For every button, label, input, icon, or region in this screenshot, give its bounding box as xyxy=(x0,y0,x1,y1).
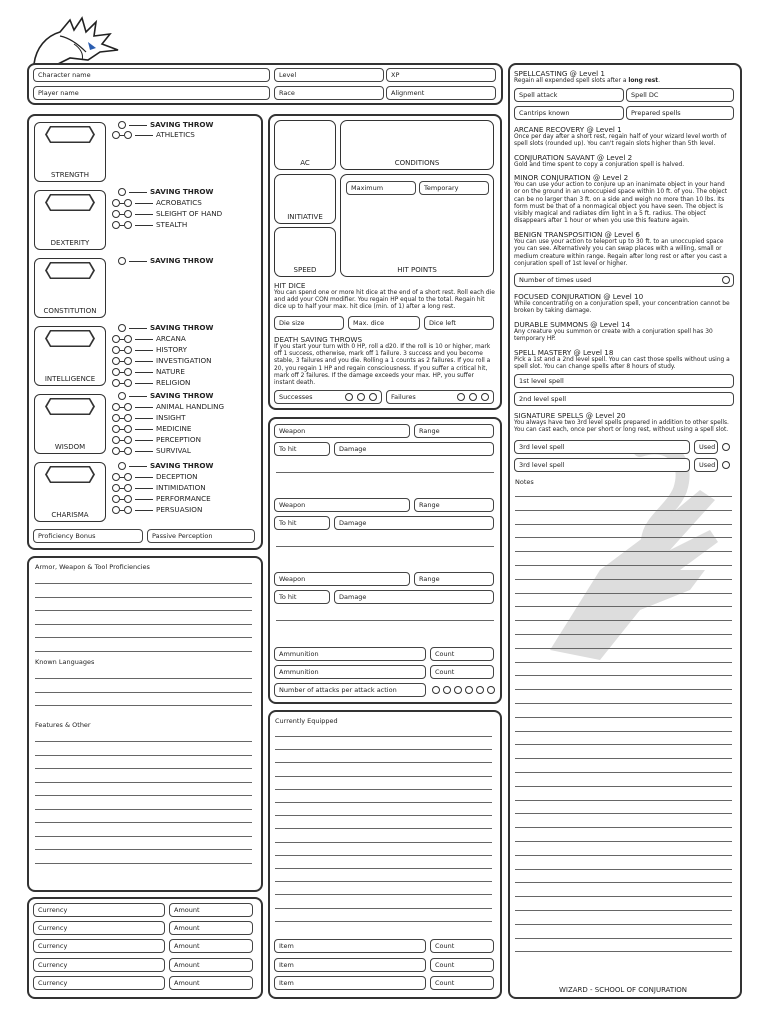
weapon-name-field[interactable]: Weapon xyxy=(274,424,410,438)
used-field-1[interactable]: Used xyxy=(694,440,718,454)
feature-line[interactable] xyxy=(35,795,252,796)
weapon-range-field[interactable]: Range xyxy=(414,572,494,586)
notes-line[interactable] xyxy=(515,938,732,939)
skill-performance[interactable]: PERFORMANCE xyxy=(112,494,211,504)
attack-check[interactable] xyxy=(454,686,462,694)
item-count-field[interactable]: Count xyxy=(430,939,494,953)
notes-line[interactable] xyxy=(515,744,732,745)
skill-survival[interactable]: SURVIVAL xyxy=(112,446,191,456)
notes-line[interactable] xyxy=(515,662,732,663)
constitution-score[interactable] xyxy=(34,258,106,318)
proficiency-line[interactable] xyxy=(35,624,252,625)
feature-line[interactable] xyxy=(35,741,252,742)
weapon-name-field[interactable]: Weapon xyxy=(274,572,410,586)
initiative-box[interactable] xyxy=(274,174,336,224)
equipment-line[interactable] xyxy=(275,736,492,737)
item-count-field[interactable]: Count xyxy=(430,958,494,972)
skill-persuasion[interactable]: PERSUASION xyxy=(112,505,202,515)
strength-label: STRENGTH xyxy=(51,171,89,179)
spell-dc-field[interactable]: Spell DC xyxy=(626,88,734,102)
item-field[interactable]: Item xyxy=(274,939,426,953)
feature-title-arcane-recovery: ARCANE RECOVERY @ Level 1 xyxy=(514,125,622,134)
die-size-field[interactable]: Die size xyxy=(274,316,344,330)
notes-line[interactable] xyxy=(515,882,732,883)
second-level-spell-field[interactable]: 2nd level spell xyxy=(514,392,734,406)
skill-sleight-of-hand[interactable]: SLEIGHT OF HAND xyxy=(112,209,222,219)
charisma-saving-throw[interactable]: SAVING THROW xyxy=(118,461,213,471)
spellcasting-text: Regain all expended spell slots after a long rest. xyxy=(514,78,660,84)
weapon-damage-field[interactable]: Damage xyxy=(334,442,494,456)
proficiency-line[interactable] xyxy=(35,637,252,638)
equipment-line[interactable] xyxy=(275,868,492,869)
feature-title-durable-summons: DURABLE SUMMONS @ Level 14 xyxy=(514,320,631,329)
weapon-to-hit-field[interactable]: To hit xyxy=(274,516,330,530)
equipment-line[interactable] xyxy=(275,921,492,922)
weapon-damage-field[interactable]: Damage xyxy=(334,516,494,530)
death-saves-title: DEATH SAVING THROWS xyxy=(274,335,363,344)
used-field-2[interactable]: Used xyxy=(694,458,718,472)
notes-line[interactable] xyxy=(515,606,732,607)
feature-text-benign-transposition: You can use your action to teleport up to 30 ft. to an unoccupied space you can see. Alternatively you can swap places with a willing, small or medium creature within range. Regain after long rest or after you cast a conjuration spell of 1st level or higher. xyxy=(514,239,728,267)
feature-title-minor-conjuration: MINOR CONJURATION @ Level 2 xyxy=(514,173,629,182)
notes-line[interactable] xyxy=(515,675,732,676)
equipment-line[interactable] xyxy=(275,815,492,816)
intelligence-saving-throw[interactable]: SAVING THROW xyxy=(118,323,213,333)
ac-box[interactable] xyxy=(274,120,336,170)
skill-investigation[interactable]: INVESTIGATION xyxy=(112,356,212,366)
notes-line[interactable] xyxy=(515,910,732,911)
skill-medicine[interactable]: MEDICINE xyxy=(112,424,191,434)
weapon-notes-line[interactable] xyxy=(276,546,494,547)
success-check-1[interactable] xyxy=(345,393,353,401)
level-field[interactable]: Level xyxy=(274,68,384,82)
currency-field[interactable]: Currency xyxy=(33,958,165,972)
weapon-to-hit-field[interactable]: To hit xyxy=(274,442,330,456)
amount-field[interactable]: Amount xyxy=(169,958,253,972)
dexterity-saving-throw[interactable]: SAVING THROW xyxy=(118,187,213,197)
amount-field[interactable]: Amount xyxy=(169,939,253,953)
skill-nature[interactable]: NATURE xyxy=(112,367,185,377)
notes-line[interactable] xyxy=(515,565,732,566)
notes-line[interactable] xyxy=(515,524,732,525)
amount-field[interactable]: Amount xyxy=(169,921,253,935)
notes-line[interactable] xyxy=(515,731,732,732)
notes-line[interactable] xyxy=(515,841,732,842)
notes-line[interactable] xyxy=(515,855,732,856)
death-successes-field[interactable]: Successes xyxy=(274,390,382,404)
proficiency-bonus-field[interactable]: Proficiency Bonus xyxy=(33,529,143,543)
equipment-line[interactable] xyxy=(275,894,492,895)
equipment-line[interactable] xyxy=(275,776,492,777)
dice-left-field[interactable]: Dice left xyxy=(424,316,494,330)
amount-field[interactable]: Amount xyxy=(169,903,253,917)
notes-line[interactable] xyxy=(515,786,732,787)
notes-line[interactable] xyxy=(515,593,732,594)
wisdom-label: WISDOM xyxy=(54,443,86,451)
notes-line[interactable] xyxy=(515,827,732,828)
amount-field[interactable]: Amount xyxy=(169,976,253,990)
feature-line[interactable] xyxy=(35,782,252,783)
language-line[interactable] xyxy=(35,692,252,693)
ac-label: AC xyxy=(300,159,310,167)
feature-line[interactable] xyxy=(35,809,252,810)
equipment-line[interactable] xyxy=(275,855,492,856)
weapon-notes-line[interactable] xyxy=(276,620,494,621)
notes-line[interactable] xyxy=(515,951,732,952)
conditions-label: CONDITIONS xyxy=(394,159,440,167)
notes-line[interactable] xyxy=(515,634,732,635)
weapon-range-field[interactable]: Range xyxy=(414,498,494,512)
skill-perception[interactable]: PERCEPTION xyxy=(112,435,201,445)
third-level-spell-field-2[interactable]: 3rd level spell xyxy=(514,458,690,472)
skill-arcana[interactable]: ARCANA xyxy=(112,334,186,344)
charisma-score[interactable] xyxy=(34,462,106,522)
strength-score[interactable] xyxy=(34,122,106,182)
ammunition-field-1[interactable]: Ammunition xyxy=(274,647,426,661)
alignment-field[interactable]: Alignment xyxy=(386,86,496,100)
equipment-line[interactable] xyxy=(275,749,492,750)
known-languages-label: Known Languages xyxy=(35,658,95,666)
notes-line[interactable] xyxy=(515,758,732,759)
attack-check[interactable] xyxy=(432,686,440,694)
constitution-label: CONSTITUTION xyxy=(43,307,97,315)
feature-line[interactable] xyxy=(35,863,252,864)
attack-check[interactable] xyxy=(476,686,484,694)
notes-line[interactable] xyxy=(515,703,732,704)
notes-line[interactable] xyxy=(515,537,732,538)
weapon-to-hit-field[interactable]: To hit xyxy=(274,590,330,604)
skill-acrobatics[interactable]: ACROBATICS xyxy=(112,198,202,208)
feature-line[interactable] xyxy=(35,755,252,756)
notes-line[interactable] xyxy=(515,896,732,897)
equipment-line[interactable] xyxy=(275,762,492,763)
dexterity-label: DEXTERITY xyxy=(50,239,90,247)
skill-deception[interactable]: DECEPTION xyxy=(112,472,198,482)
feature-text-durable-summons: Any creature you summon or create with a conjuration spell has 30 temporary HP. xyxy=(514,329,713,343)
skill-history[interactable]: HISTORY xyxy=(112,345,187,355)
xp-field[interactable]: XP xyxy=(386,68,496,82)
currently-equipped-label: Currently Equipped xyxy=(275,717,338,725)
feature-line[interactable] xyxy=(35,849,252,850)
currency-field[interactable]: Currency xyxy=(33,921,165,935)
feature-text-focused-conjuration: While concentrating on a conjuration spell, your concentration cannot be broken by taking damage. xyxy=(514,301,730,315)
success-check-3[interactable] xyxy=(369,393,377,401)
hit-dice-title: HIT DICE xyxy=(274,281,306,290)
hit-points-label: HIT POINTS xyxy=(397,266,437,274)
constitution-saving-throw[interactable]: SAVING THROW xyxy=(118,256,213,266)
first-level-spell-field[interactable]: 1st level spell xyxy=(514,374,734,388)
intelligence-score[interactable] xyxy=(34,326,106,386)
ammo-count-field-2[interactable]: Count xyxy=(430,665,494,679)
used-check-2[interactable] xyxy=(722,461,730,469)
proficiency-line[interactable] xyxy=(35,651,252,652)
weapon-name-field[interactable]: Weapon xyxy=(274,498,410,512)
skill-animal-handling[interactable]: ANIMAL HANDLING xyxy=(112,402,224,412)
feature-text-arcane-recovery: Once per day after a short rest, regain half of your wizard level worth of spell slots (rounded up). You can't regain slots higher than 5th level. xyxy=(514,134,727,148)
feature-text-signature-spells: You always have two 3rd level spells prepared in addition to other spells. You can cast each, once per short or long rest, without using a spell slot. xyxy=(514,420,729,434)
success-check-2[interactable] xyxy=(357,393,365,401)
race-field[interactable]: Race xyxy=(274,86,384,100)
weapon-notes-line[interactable] xyxy=(276,472,494,473)
wisdom-score[interactable] xyxy=(34,394,106,454)
notes-line[interactable] xyxy=(515,579,732,580)
dexterity-score[interactable] xyxy=(34,190,106,250)
feature-title-focused-conjuration: FOCUSED CONJURATION @ Level 10 xyxy=(514,292,644,301)
armor-proficiencies-label: Armor, Weapon & Tool Proficiencies xyxy=(35,563,150,571)
wisdom-saving-throw[interactable]: SAVING THROW xyxy=(118,391,213,401)
skill-religion[interactable]: RELIGION xyxy=(112,378,190,388)
speed-box[interactable] xyxy=(274,227,336,277)
conditions-box[interactable] xyxy=(340,120,494,170)
max-dice-field[interactable]: Max. dice xyxy=(348,316,420,330)
failure-check-2[interactable] xyxy=(469,393,477,401)
death-saves-text: If you start your turn with 0 HP, roll a d20. If the roll is 10 or higher, mark off 1 success, otherwise, mark off 1 failure. 3 success and you become stable, 3 failures and you die. Rolling a 1 counts as 2 failures. If you roll a 20, you regain 1 HP and regain consciousness. If you suffer a critical hit, mark off 2 failures. If the damage exceeds your max. HP, you suffer instant death. xyxy=(274,344,491,387)
notes-line[interactable] xyxy=(515,551,732,552)
used-check-1[interactable] xyxy=(722,443,730,451)
equipment-line[interactable] xyxy=(275,789,492,790)
ammunition-field-2[interactable]: Ammunition xyxy=(274,665,426,679)
failure-check-3[interactable] xyxy=(481,393,489,401)
spellcasting-title: SPELLCASTING @ Level 1 xyxy=(514,69,605,78)
feature-line[interactable] xyxy=(35,822,252,823)
attack-check[interactable] xyxy=(487,686,495,694)
feature-text-minor-conjuration: You can use your action to conjure up an inanimate object in your hand or on the ground in an unoccupied space within 10 ft. of you. The object can be no larger than 3 ft. on a side and weigh no more than 10 lbs. Its form must be that of a nonmagical object you have seen. The object is visibly magical and radiates dim light in a 5 ft. radius. The object disappears after 1 hour or when you use this feature again. xyxy=(514,182,728,225)
speed-label: SPEED xyxy=(293,266,317,274)
hp-temporary-field[interactable]: Temporary xyxy=(419,181,489,195)
notes-line[interactable] xyxy=(515,496,732,497)
skill-intimidation[interactable]: INTIMIDATION xyxy=(112,483,206,493)
equipment-line[interactable] xyxy=(275,881,492,882)
notes-line[interactable] xyxy=(515,717,732,718)
class-footer: WIZARD - SCHOOL OF CONJURATION xyxy=(558,986,688,994)
feature-title-benign-transposition: BENIGN TRANSPOSITION @ Level 6 xyxy=(514,230,640,239)
feature-line[interactable] xyxy=(35,836,252,837)
third-level-spell-field-1[interactable]: 3rd level spell xyxy=(514,440,690,454)
proficiency-line[interactable] xyxy=(35,610,252,611)
strength-saving-throw[interactable]: SAVING THROW xyxy=(118,120,213,130)
hp-maximum-field[interactable]: Maximum xyxy=(346,181,416,195)
skill-stealth[interactable]: STEALTH xyxy=(112,220,187,230)
notes-line[interactable] xyxy=(515,620,732,621)
notes-line[interactable] xyxy=(515,648,732,649)
player-name-field[interactable]: Player name xyxy=(33,86,270,100)
times-used-check[interactable] xyxy=(722,276,730,284)
hit-dice-text: You can spend one or more hit dice at the end of a short rest. Roll each die and add your CON modifier. You regain HP equal to the total. Regain hit dice up to half your max. hit dice (min. of 1) after a long rest. xyxy=(274,290,495,311)
failure-check-1[interactable] xyxy=(457,393,465,401)
notes-line[interactable] xyxy=(515,510,732,511)
proficiency-line[interactable] xyxy=(35,583,252,584)
notes-line[interactable] xyxy=(515,924,732,925)
currency-field[interactable]: Currency xyxy=(33,903,165,917)
skill-athletics[interactable]: ATHLETICS xyxy=(112,130,195,140)
skill-insight[interactable]: INSIGHT xyxy=(112,413,186,423)
notes-line[interactable] xyxy=(515,869,732,870)
prepared-spells-field[interactable]: Prepared spells xyxy=(626,106,734,120)
currency-field[interactable]: Currency xyxy=(33,939,165,953)
notes-label: Notes xyxy=(515,478,534,486)
weapon-range-field[interactable]: Range xyxy=(414,424,494,438)
death-failures-field[interactable]: Failures xyxy=(386,390,494,404)
feature-text-spell-mastery: Pick a 1st and a 2nd level spell. You can cast those spells without using a spell slot. You can change spells after 8 hours of study. xyxy=(514,357,730,371)
notes-line[interactable] xyxy=(515,813,732,814)
feature-line[interactable] xyxy=(35,768,252,769)
item-count-field[interactable]: Count xyxy=(430,976,494,990)
spell-attack-field[interactable]: Spell attack xyxy=(514,88,624,102)
item-field[interactable]: Item xyxy=(274,958,426,972)
currency-field[interactable]: Currency xyxy=(33,976,165,990)
proficiency-line[interactable] xyxy=(35,597,252,598)
language-line[interactable] xyxy=(35,705,252,706)
feature-title-conjuration-savant: CONJURATION SAVANT @ Level 2 xyxy=(514,153,633,162)
weapon-damage-field[interactable]: Damage xyxy=(334,590,494,604)
attack-check[interactable] xyxy=(443,686,451,694)
intelligence-label: INTELLIGENCE xyxy=(44,375,96,383)
equipment-line[interactable] xyxy=(275,802,492,803)
feature-title-spell-mastery: SPELL MASTERY @ Level 18 xyxy=(514,348,614,357)
equipment-line[interactable] xyxy=(275,842,492,843)
equipment-line[interactable] xyxy=(275,908,492,909)
character-name-field[interactable]: Character name xyxy=(33,68,270,82)
item-field[interactable]: Item xyxy=(274,976,426,990)
times-used-field[interactable]: Number of times used xyxy=(514,273,734,287)
ammo-count-field-1[interactable]: Count xyxy=(430,647,494,661)
feature-title-signature-spells: SIGNATURE SPELLS @ Level 20 xyxy=(514,411,626,420)
language-line[interactable] xyxy=(35,678,252,679)
attacks-per-action-field[interactable]: Number of attacks per attack action xyxy=(274,683,426,697)
passive-perception-field[interactable]: Passive Perception xyxy=(147,529,255,543)
cantrips-known-field[interactable]: Cantrips known xyxy=(514,106,624,120)
equipment-line[interactable] xyxy=(275,828,492,829)
notes-line[interactable] xyxy=(515,800,732,801)
attack-check[interactable] xyxy=(465,686,473,694)
initiative-label: INITIATIVE xyxy=(287,213,323,221)
feature-text-conjuration-savant: Gold and time spent to copy a conjuration spell is halved. xyxy=(514,162,685,168)
notes-line[interactable] xyxy=(515,772,732,773)
notes-line[interactable] xyxy=(515,689,732,690)
charisma-label: CHARISMA xyxy=(51,511,89,519)
features-other-label: Features & Other xyxy=(35,721,91,729)
dragon-logo xyxy=(30,14,126,68)
